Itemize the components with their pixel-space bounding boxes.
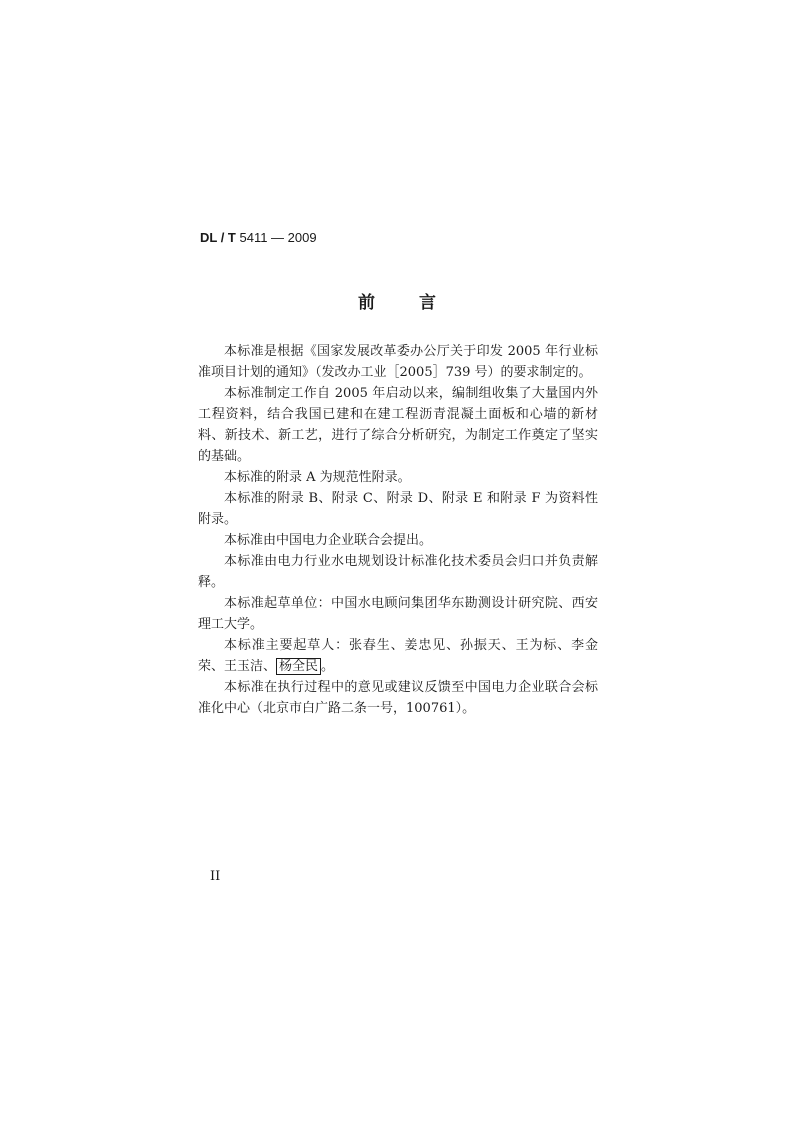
highlighted-name: 杨全民 — [276, 658, 321, 675]
drafters-paragraph — [198, 635, 598, 677]
page-number: II — [210, 869, 221, 884]
paragraph: 本标准是根据《国家发展改革委办公厅关于印发 2005 年行业标准项目计划的通知》（发改办工业［2005］739 号）的要求制定的。 — [198, 344, 598, 380]
code-number: 5411 — 2009 — [235, 230, 317, 245]
feedback-paragraph: 本标准在执行过程中的意见或建议反馈至中国电力企业联合会标准化中心（北京市白广路二条一号，100761）。 — [198, 680, 598, 716]
paragraph: 本标准制定工作自 2005 年启动以来，编制组收集了大量国内外工程资料，结合我国已建和在建工程沥青混凝土面板和心墙的新材料、新技术、新工艺，进行了综合分析研究，为制定工作奠定了坚实的基础。 — [198, 386, 598, 464]
paragraph: 本标准起草单位：中国水电顾问集团华东勘测设计研究院、西安理工大学。 — [198, 596, 598, 632]
paragraph: 本标准由中国电力企业联合会提出。 — [224, 533, 433, 548]
paragraph: 本标准的附录 A 为规范性附录。 — [224, 470, 411, 485]
code-prefix: DL / T — [200, 230, 236, 245]
paragraph: 本标准的附录 B、附录 C、附录 D、附录 E 和附录 F 为资料性附录。 — [198, 491, 598, 527]
page-title: 前言 — [358, 293, 480, 313]
preface-body — [198, 341, 598, 719]
drafters-suffix: 。 — [321, 659, 335, 674]
drafters-prefix: 本标准主要起草人：张春生、姜忠见、孙振天、王为标、李金荣、王玉洁、 — [198, 638, 598, 674]
paragraph: 本标准由电力行业水电规划设计标准化技术委员会归口并负责解释。 — [198, 554, 598, 590]
document-code — [200, 230, 317, 245]
